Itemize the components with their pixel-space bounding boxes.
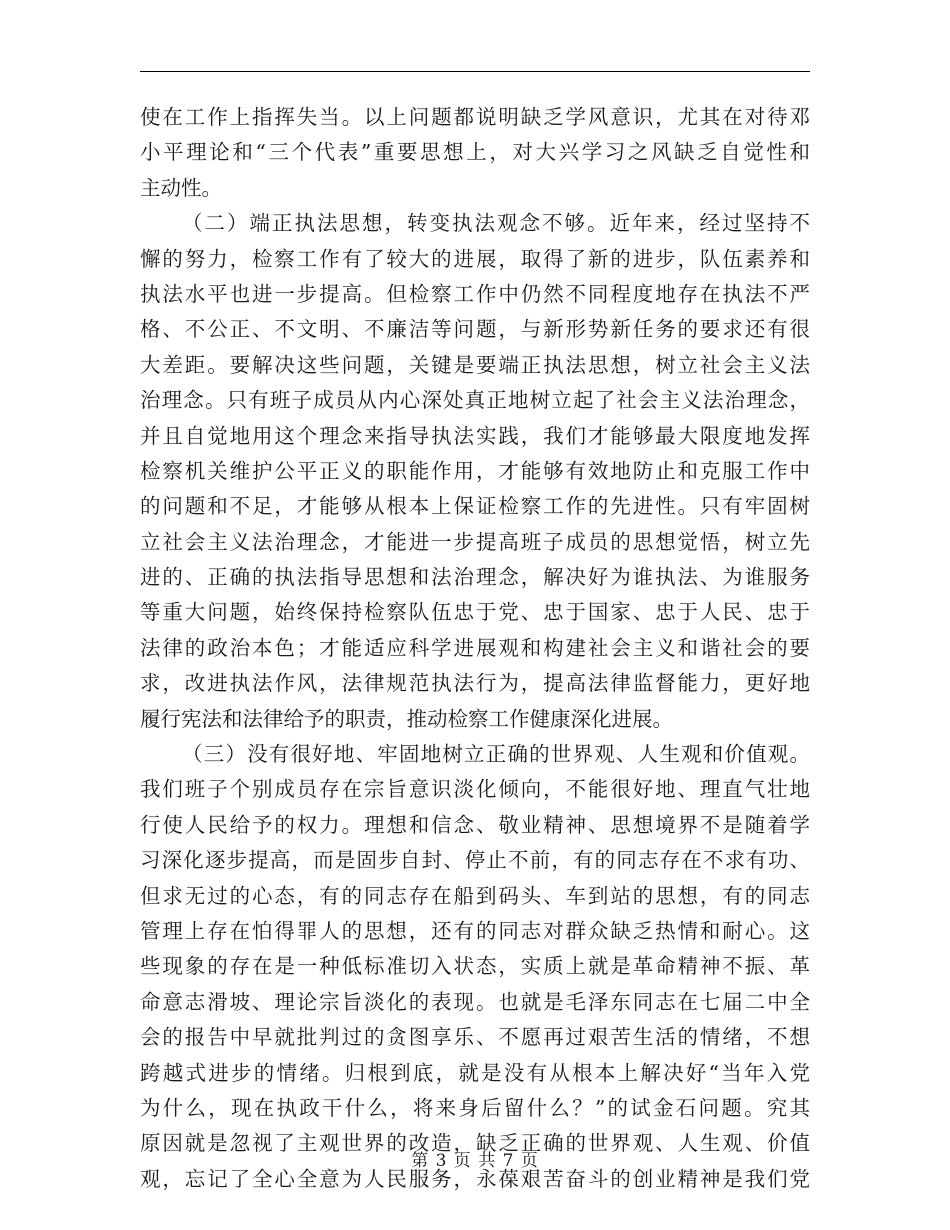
text-line: 主动性。 [140,175,222,200]
text-line: 的问题和不足，才能够从根本上保证检察工作的先进性。只有牢固树 [140,494,810,519]
text-line: （二）端正执法思想，转变执法观念不够。近年来，经过坚持不 [182,211,810,236]
text-line: 观，忘记了全心全意为人民服务，永葆艰苦奋斗的创业精神是我们党 [140,1166,810,1191]
text-line: 检察机关维护公平正义的职能作用，才能够有效地防止和克服工作中 [140,458,810,483]
text-line: 进的、正确的执法指导思想和法治理念，解决好为谁执法、为谁服务 [140,565,810,590]
text-line: 并且自觉地用这个理念来指导执法实践，我们才能够最大限度地发挥 [140,423,810,448]
text-line: 命意志滑坡、理论宗旨淡化的表现。也就是毛泽东同志在七届二中全 [140,989,810,1014]
text-line: 求，改进执法作风，法律规范执法行为，提高法律监督能力，更好地 [140,671,810,696]
text-line: 治理念。只有班子成员从内心深处真正地树立起了社会主义法治理念， [140,388,810,413]
text-line: 使在工作上指挥失当。以上问题都说明缺乏学风意识，尤其在对待邓 [140,105,810,129]
text-line: 履行宪法和法律给予的职责，推动检察工作健康深化进展。 [140,706,673,731]
text-line: 管理上存在怕得罪人的思想，还有的同志对群众缺乏热情和耐心。这 [140,918,810,943]
text-line: 执法水平也进一步提高。但检察工作中仍然不同程度地存在执法不严 [140,281,810,306]
text-line: 懈的努力，检察工作有了较大的进展，取得了新的进步，队伍素养和 [140,246,810,271]
document-body [140,100,810,1197]
paragraph [140,737,810,1197]
text-line: 行使人民给予的权力。理想和信念、敬业精神、思想境界不是随着学 [140,812,810,837]
text-line: 小平理论和“三个代表”重要思想上，对大兴学习之风缺乏自觉性和 [140,140,810,165]
page-footer: 第 3 页 共 7 页 [411,1151,539,1171]
text-line: 我们班子个别成员存在宗旨意识淡化倾向，不能很好地、理直气壮地 [140,777,810,802]
text-line: 但求无过的心态，有的同志存在船到码头、车到站的思想，有的同志 [140,883,810,908]
text-line: 跨越式进步的情绪。归根到底，就是没有从根本上解决好“当年入党 [140,1060,810,1085]
header-rule [140,71,810,72]
text-line: 格、不公正、不文明、不廉洁等问题，与新形势新任务的要求还有很 [140,317,810,342]
text-line: 法律的政治本色；才能适应科学进展观和构建社会主义和谐社会的要 [140,635,810,660]
paragraph [140,206,810,737]
text-line: 些现象的存在是一种低标准切入状态，实质上就是革命精神不振、革 [140,954,810,979]
text-line: 等重大问题，始终保持检察队伍忠于党、忠于国家、忠于人民、忠于 [140,600,810,625]
text-line: 原因就是忽视了主观世界的改造，缺乏正确的世界观、人生观、价值 [140,1131,810,1156]
text-line: 立社会主义法治理念，才能进一步提高班子成员的思想觉悟，树立先 [140,529,810,554]
text-line: 为什么，现在执政干什么，将来身后留什么？”的试金石问题。究其 [140,1095,810,1120]
text-line: 习深化逐步提高，而是固步自封、停止不前，有的同志存在不求有功、 [140,848,810,873]
paragraph [140,100,810,206]
text-line: 会的报告中早就批判过的贪图享乐、不愿再过艰苦生活的情绪，不想 [140,1025,810,1050]
text-line: 大差距。要解决这些问题，关键是要端正执法思想，树立社会主义法 [140,352,810,377]
text-line: （三）没有很好地、牢固地树立正确的世界观、人生观和价值观。 [182,742,810,767]
